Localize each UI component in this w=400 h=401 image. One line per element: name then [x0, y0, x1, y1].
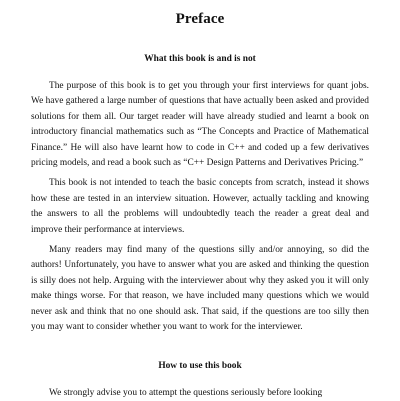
paragraph: The purpose of this book is to get you through your first interviews for quant jobs. We have gathered a large number of questions that have actually been asked and provided solutions for them all. Our target reader will have already studied and learnt a book on introductory financial mathematics such as “The Concepts and Practice of Mathematical Finance.” He will also have learnt how to code in C++ and coded up a few derivatives pricing models, and read a book such as “C++ Design Patterns and Derivatives Pricing.” [31, 81, 369, 169]
section-body-how-to-use [31, 386, 369, 401]
section-heading-what-this-book-is: What this book is and is not [144, 54, 256, 64]
paragraph: This book is not intended to teach the basic concepts from scratch, instead it shows how these are tested in an interview situation. However, actually tackling and knowing the answers to all the problems will undoubtedly teach the reader a great deal and improve their performance at interviews. [31, 178, 369, 235]
section-body-what-this-book-is [31, 79, 369, 336]
page-title: Preface [175, 11, 225, 27]
section-heading-how-to-use: How to use this book [158, 360, 242, 371]
paragraph: We strongly advise you to attempt the questions seriously before looking [49, 387, 323, 398]
paragraph: Many readers may find many of the questions silly and/or annoying, so did the authors! Unfortunately, you have to answer what you are asked and thinking the question is silly does not help. Arguing with the interviewer about why they asked you it will only make things worse. For that reason, we have included many questions which we would never ask and think that no one should ask. That said, if the questions are too silly then you may want to consider whether you want to work for the interviewer. [31, 245, 369, 333]
